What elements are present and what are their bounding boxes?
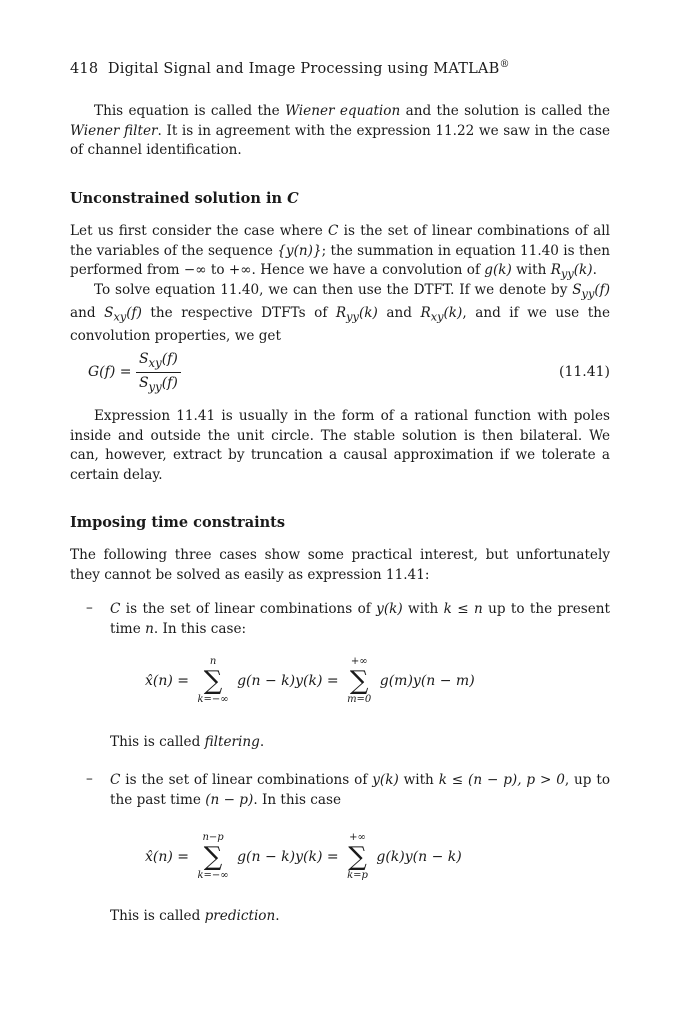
running-head	[70, 59, 510, 77]
book-title: Digital Signal and Image Processing using MATLAB	[107, 60, 500, 77]
sum-symbol: +∞ ∑ k=p	[347, 832, 368, 881]
equation-number: (11.41)	[558, 364, 610, 380]
equation-lhs: G(f) =	[88, 364, 132, 381]
filtering-equation: x̂(n) = n ∑ k=−∞ g(n − k)y(k) = +∞ ∑ m=0 g(m)y(n − m)	[145, 656, 475, 705]
prediction-equation: x̂(n) = n−p ∑ k=−∞ g(n − k)y(k) = +∞ ∑ k=p g(k)y(n − k)	[145, 832, 462, 881]
sum-symbol: +∞ ∑ m=0	[347, 656, 372, 705]
registered-mark: ®	[499, 59, 510, 70]
sum-symbol: n ∑ k=−∞	[197, 656, 229, 705]
filtering-caption: This is called filtering.	[110, 734, 265, 750]
list-bullet: –	[86, 771, 93, 787]
prediction-caption: This is called prediction.	[110, 908, 280, 924]
sum-symbol: n−p ∑ k=−∞	[197, 832, 229, 881]
section-heading-unconstrained: Unconstrained solution in C	[70, 190, 299, 207]
section1-paragraph3: Expression 11.41 is usually in the form of a rational function with poles inside and outside the unit circle. The stable solution is then bilateral. We can, however, extract by truncation a causal approximation if we tolerate a certain delay.	[70, 408, 610, 483]
intro-paragraph: This equation is called the Wiener equation and the solution is called the Wiener filter. It is in agreement with the expression 11.22 we saw in the case of channel identification.	[70, 103, 611, 158]
equation-fraction: $\frac{S_{xy}(f)}{S_{yy}(f)}$	[136, 351, 181, 394]
list-item-prediction: C is the set of linear combinations of y(k) with k ≤ (n − p), p > 0, up to the past time (n − p). In this case	[110, 772, 611, 808]
equation-11-41	[70, 351, 610, 394]
section-heading-time-constraints: Imposing time constraints	[70, 514, 286, 531]
page-number: 418	[70, 60, 99, 77]
section1-paragraph2: To solve equation 11.40, we can then use the DTFT. If we denote by $S_{yy}(f)$ and $S_{xy}(f)$ the respective DTFTs of $R_{yy}(k)$ and $R_{xy}(k)$, and if we use the convolution properties, we get	[70, 282, 611, 345]
wiener-filter-term: Wiener filter	[70, 122, 158, 139]
list-item-filtering: C is the set of linear combinations of y(k) with k ≤ n up to the present time n. In this case:	[110, 601, 610, 637]
section1-paragraph1: Let us first consider the case where C is the set of linear combinations of all the variables of the sequence {y(n)}; the summation in equation 11.40 is then performed from −∞ to +∞. Hence we have a convolution of g(k) with $R_{yy}(k)$.	[70, 223, 610, 281]
wiener-equation-term: Wiener equation	[285, 103, 401, 119]
list-bullet: –	[86, 600, 93, 616]
section2-paragraph1: The following three cases show some practical interest, but unfortunately they cannot be solved as easily as expression 11.41:	[70, 547, 610, 583]
